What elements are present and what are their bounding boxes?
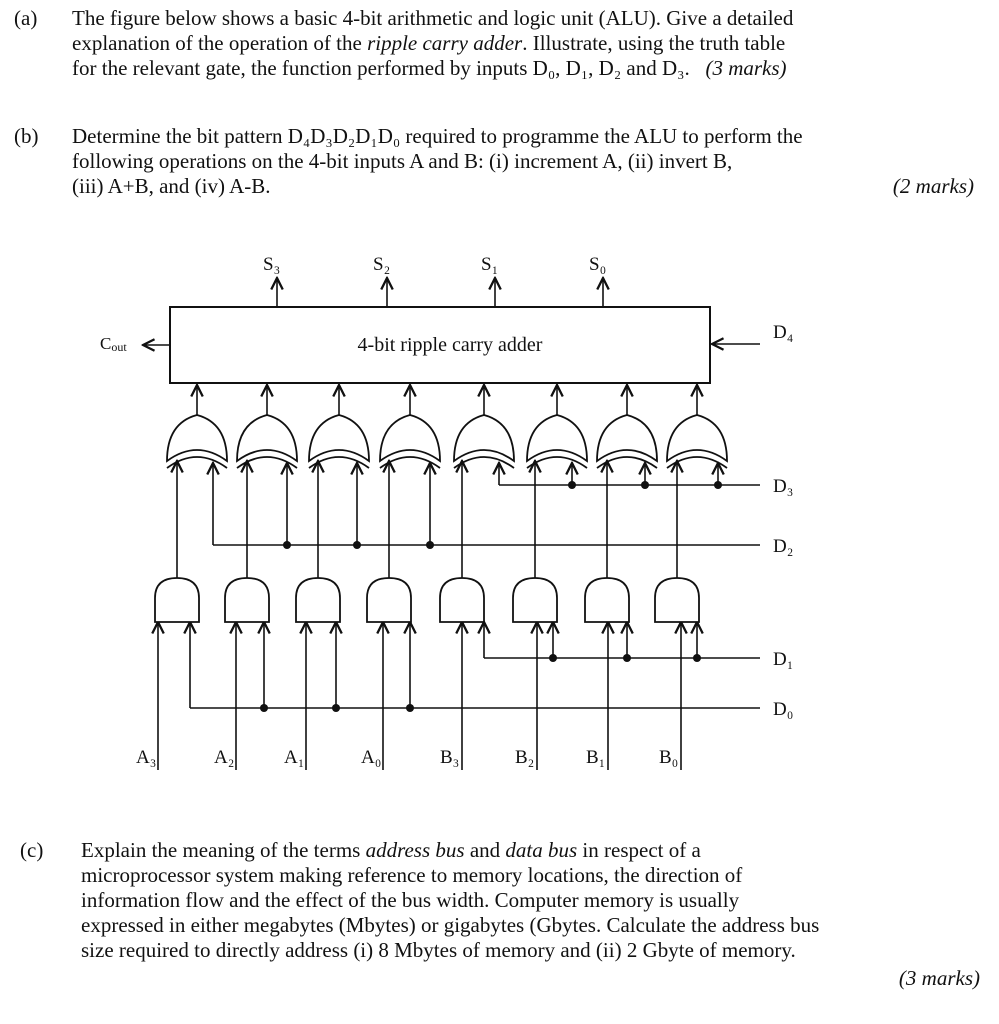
carry-out-label: Cout — [100, 334, 127, 354]
question-a-marks: (3 marks) — [705, 56, 787, 80]
question-b-line-1: Determine the bit pattern D₄D₃D₂D₁D₀ required to programme the ALU to perform the — [72, 124, 803, 148]
question-a-line-2: explanation of the operation of the ripple carry adder. Illustrate, using the truth table — [72, 31, 786, 55]
and-gate — [155, 578, 199, 622]
adder-label: 4-bit ripple carry adder — [357, 334, 543, 356]
question-a-label: (a) — [14, 6, 38, 30]
question-b-marks: (2 marks) — [892, 174, 974, 198]
question-c-line-3: information flow and the effect of the bus width. Computer memory is usually — [81, 888, 740, 912]
and-gate — [513, 578, 557, 622]
question-b — [14, 124, 974, 214]
question-b-label: (b) — [14, 124, 39, 148]
junction-dot — [260, 704, 268, 712]
and-gate — [225, 578, 269, 622]
junction-dot — [332, 704, 340, 712]
junction-dot — [426, 541, 434, 549]
xor-gate — [454, 415, 514, 468]
question-a-line-1: The figure below shows a basic 4-bit arithmetic and logic unit (ALU). Give a detailed — [72, 6, 794, 30]
input-label: A₀ — [361, 747, 382, 768]
junction-dot — [714, 481, 722, 489]
and-gate — [585, 578, 629, 622]
sum-output-label: S₂ — [373, 254, 391, 275]
junction-dot — [406, 704, 414, 712]
control-line-label: D₀ — [773, 699, 794, 720]
sum-output-label: S₁ — [481, 254, 499, 275]
question-c-label: (c) — [20, 838, 44, 862]
input-label: B₃ — [440, 747, 460, 768]
xor-gate — [237, 415, 297, 468]
junction-dot — [353, 541, 361, 549]
input-label: B₁ — [586, 747, 606, 768]
junction-dot — [568, 481, 576, 489]
junction-dot — [549, 654, 557, 662]
input-label: A₁ — [284, 747, 305, 768]
and-gate — [367, 578, 411, 622]
and-gate — [440, 578, 484, 622]
control-line-label: D₄ — [773, 322, 794, 343]
xor-gate — [167, 415, 227, 468]
input-label: B₀ — [659, 747, 679, 768]
question-a — [14, 6, 974, 96]
xor-gate — [667, 415, 727, 468]
alu-diagram — [0, 220, 999, 780]
question-c-line-1: Explain the meaning of the terms address bus and data bus in respect of a — [81, 838, 701, 862]
control-line-label: D₁ — [773, 649, 794, 670]
xor-gate — [527, 415, 587, 468]
and-gate — [296, 578, 340, 622]
junction-dot — [283, 541, 291, 549]
question-c-line-4: expressed in either megabytes (Mbytes) or gigabytes (Gbytes. Calculate the address bus — [81, 913, 820, 937]
control-line-label: D₃ — [773, 476, 794, 497]
input-label: A₂ — [214, 747, 235, 768]
question-b-line-2: following operations on the 4-bit inputs A and B: (i) increment A, (ii) invert B, — [72, 149, 733, 173]
question-c-line-5: size required to directly address (i) 8 Mbytes of memory and (ii) 2 Gbyte of memory. — [81, 938, 796, 962]
junction-dot — [623, 654, 631, 662]
question-c — [20, 838, 980, 1018]
question-c-marks: (3 marks) — [898, 966, 980, 990]
question-c-line-2: microprocessor system making reference to memory locations, the direction of — [81, 863, 743, 887]
junction-dot — [693, 654, 701, 662]
sum-output-label: S₀ — [589, 254, 607, 275]
xor-gate — [380, 415, 440, 468]
control-line-label: D₂ — [773, 536, 794, 557]
xor-gate — [309, 415, 369, 468]
sum-output-label: S₃ — [263, 254, 281, 275]
and-gate — [655, 578, 699, 622]
input-label: B₂ — [515, 747, 535, 768]
question-b-line-3: (iii) A+B, and (iv) A-B. — [72, 174, 271, 198]
input-label: A₃ — [136, 747, 157, 768]
question-a-line-3: for the relevant gate, the function performed by inputs D₀, D₁, D₂ and D₃. (3 marks) — [72, 56, 787, 80]
xor-gate — [597, 415, 657, 468]
junction-dot — [641, 481, 649, 489]
